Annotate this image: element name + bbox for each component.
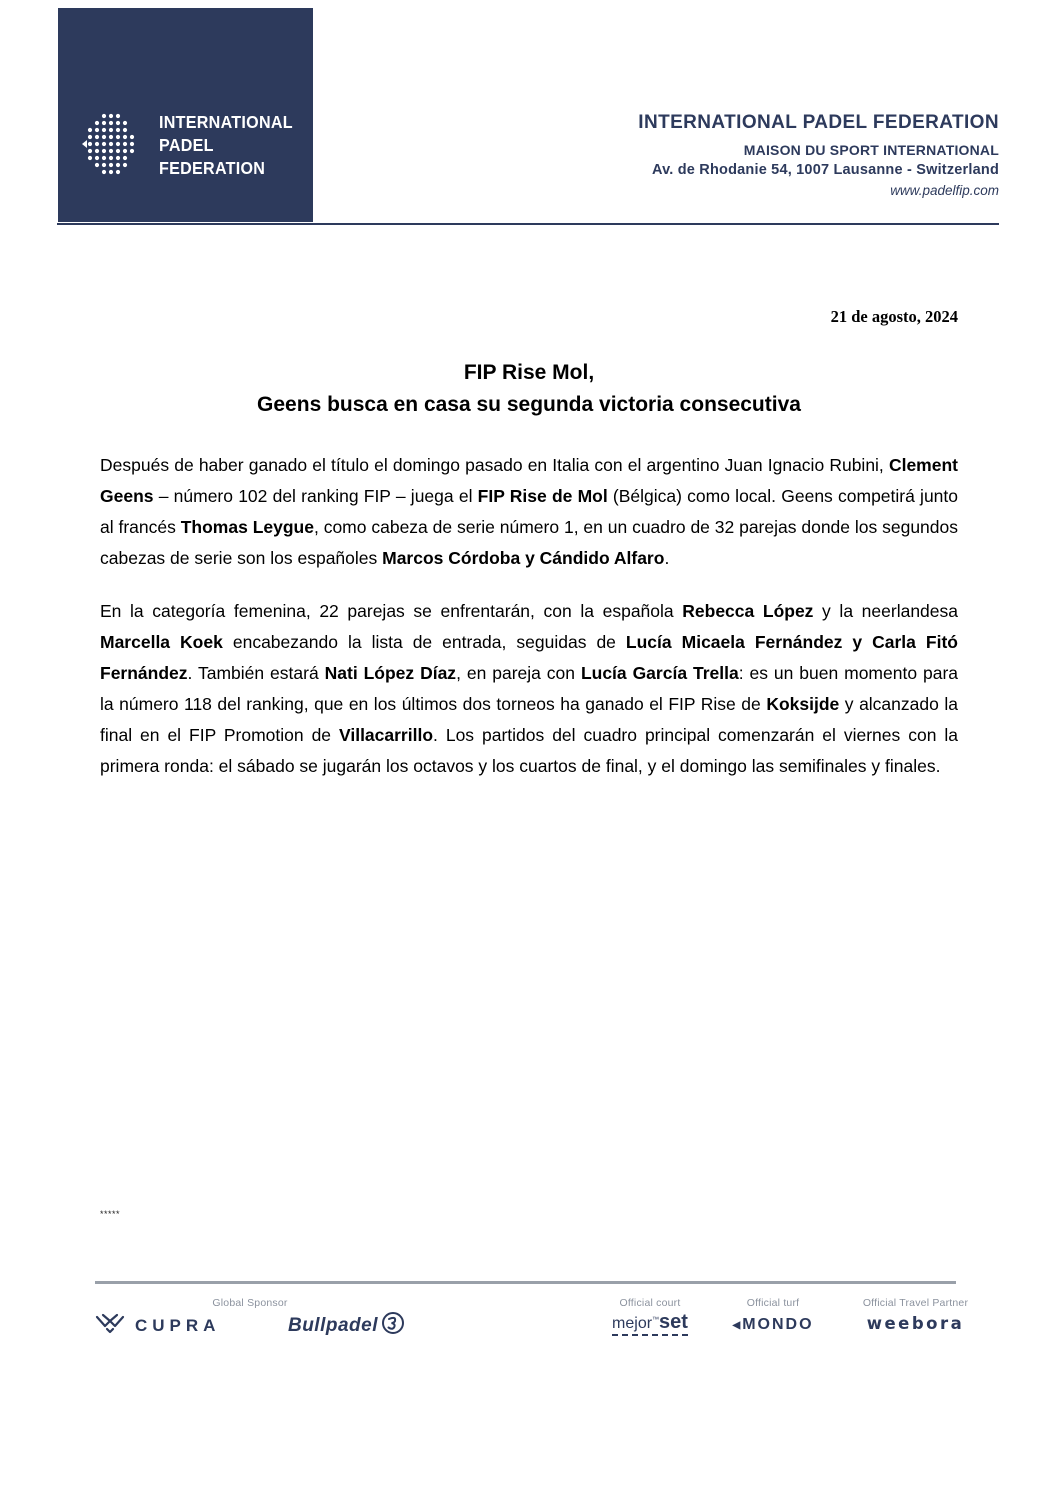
mejorset-wordmark [612, 1312, 688, 1336]
document-body [100, 450, 958, 804]
cupra-logo [95, 1313, 220, 1340]
paragraph-1: Después de haber ganado el título el domingo pasado en Italia con el argentino Juan Ignacio Rubini, Clement Geens – número 102 del ranking FIP – juega el FIP Rise de Mol (Bélgica) como local. Geens competirá junto al francés Thomas Leygue, como cabeza de serie número 1, en un cuadro de 32 parejas donde los segundos cabezas de serie son los españoles Marcos Córdoba y Cándido Alfaro. [100, 455, 959, 568]
document-title [100, 357, 958, 421]
mondo-mark-icon: ◀ [732, 1319, 741, 1331]
global-sponsor-logos [95, 1311, 405, 1341]
ipf-logo-line3: FEDERATION [159, 158, 266, 178]
footer-divider [95, 1281, 956, 1284]
sponsor-label-global: Global Sponsor [212, 1297, 288, 1309]
header-divider [57, 223, 999, 225]
cupra-mark-icon [95, 1313, 125, 1340]
letterhead [638, 112, 999, 198]
org-building: MAISON DU SPORT INTERNATIONAL [743, 142, 999, 158]
title-line1: FIP Rise Mol, [463, 361, 595, 384]
cupra-wordmark: CUPRA [135, 1316, 221, 1335]
sponsor-label-court: Official court [619, 1297, 681, 1309]
trademark-symbol: ™ [652, 1316, 660, 1324]
org-name: INTERNATIONAL PADEL FEDERATION [638, 112, 999, 133]
ipf-logo-icon [82, 111, 150, 177]
mondo-logo [713, 1316, 833, 1334]
mejorset-logo [590, 1312, 710, 1336]
org-address: Av. de Rhodanie 54, 1007 Lausanne - Switzerland [651, 162, 999, 178]
mejorset-suffix: set [659, 1311, 688, 1333]
bullpadel-logo [288, 1311, 405, 1341]
org-website: www.padelfip.com [890, 183, 999, 198]
paragraph-2: En la categoría femenina, 22 parejas se enfrentarán, con la española Rebecca López y la neerlandesa Marcella Koek encabezando la lista de entrada, seguidas de Lucía Micaela Fernández y Carla Fitó Fernández. También estará Nati López Díaz, en pareja con Lucía García Trella: es un buen momento para la número 118 del ranking, que en los últimos dos torneos ha ganado el FIP Rise de Koksijde y alcanzado la final en el FIP Promotion de Villacarrillo. Los partidos del cuadro principal comenzarán el viernes con la primera ronda: el sábado se jugarán los octavos y los cuartos de final, y el domingo las semifinales y finales. [100, 601, 959, 776]
end-marker: ***** [100, 1209, 121, 1219]
bullpadel-wordmark: Bullpadel [287, 1315, 378, 1336]
ipf-logo [58, 8, 313, 222]
weebora-wordmark: weebora [866, 1314, 965, 1333]
sponsor-label-travel: Official Travel Partner [862, 1297, 969, 1309]
ipf-logo-line2: PADEL [159, 135, 214, 155]
ipf-logo-line1: INTERNATIONAL [159, 112, 293, 132]
title-line2: Geens busca en casa su segunda victoria consecutiva [257, 393, 801, 416]
mejorset-prefix: mejor [612, 1315, 653, 1332]
bullpadel-badge-icon [381, 1311, 405, 1341]
sponsor-label-turf: Official turf [746, 1297, 800, 1309]
ipf-logo-text [159, 111, 293, 180]
mondo-wordmark: MONDO [742, 1316, 814, 1333]
document-date: 21 de agosto, 2024 [830, 307, 958, 326]
weebora-logo [843, 1314, 988, 1333]
